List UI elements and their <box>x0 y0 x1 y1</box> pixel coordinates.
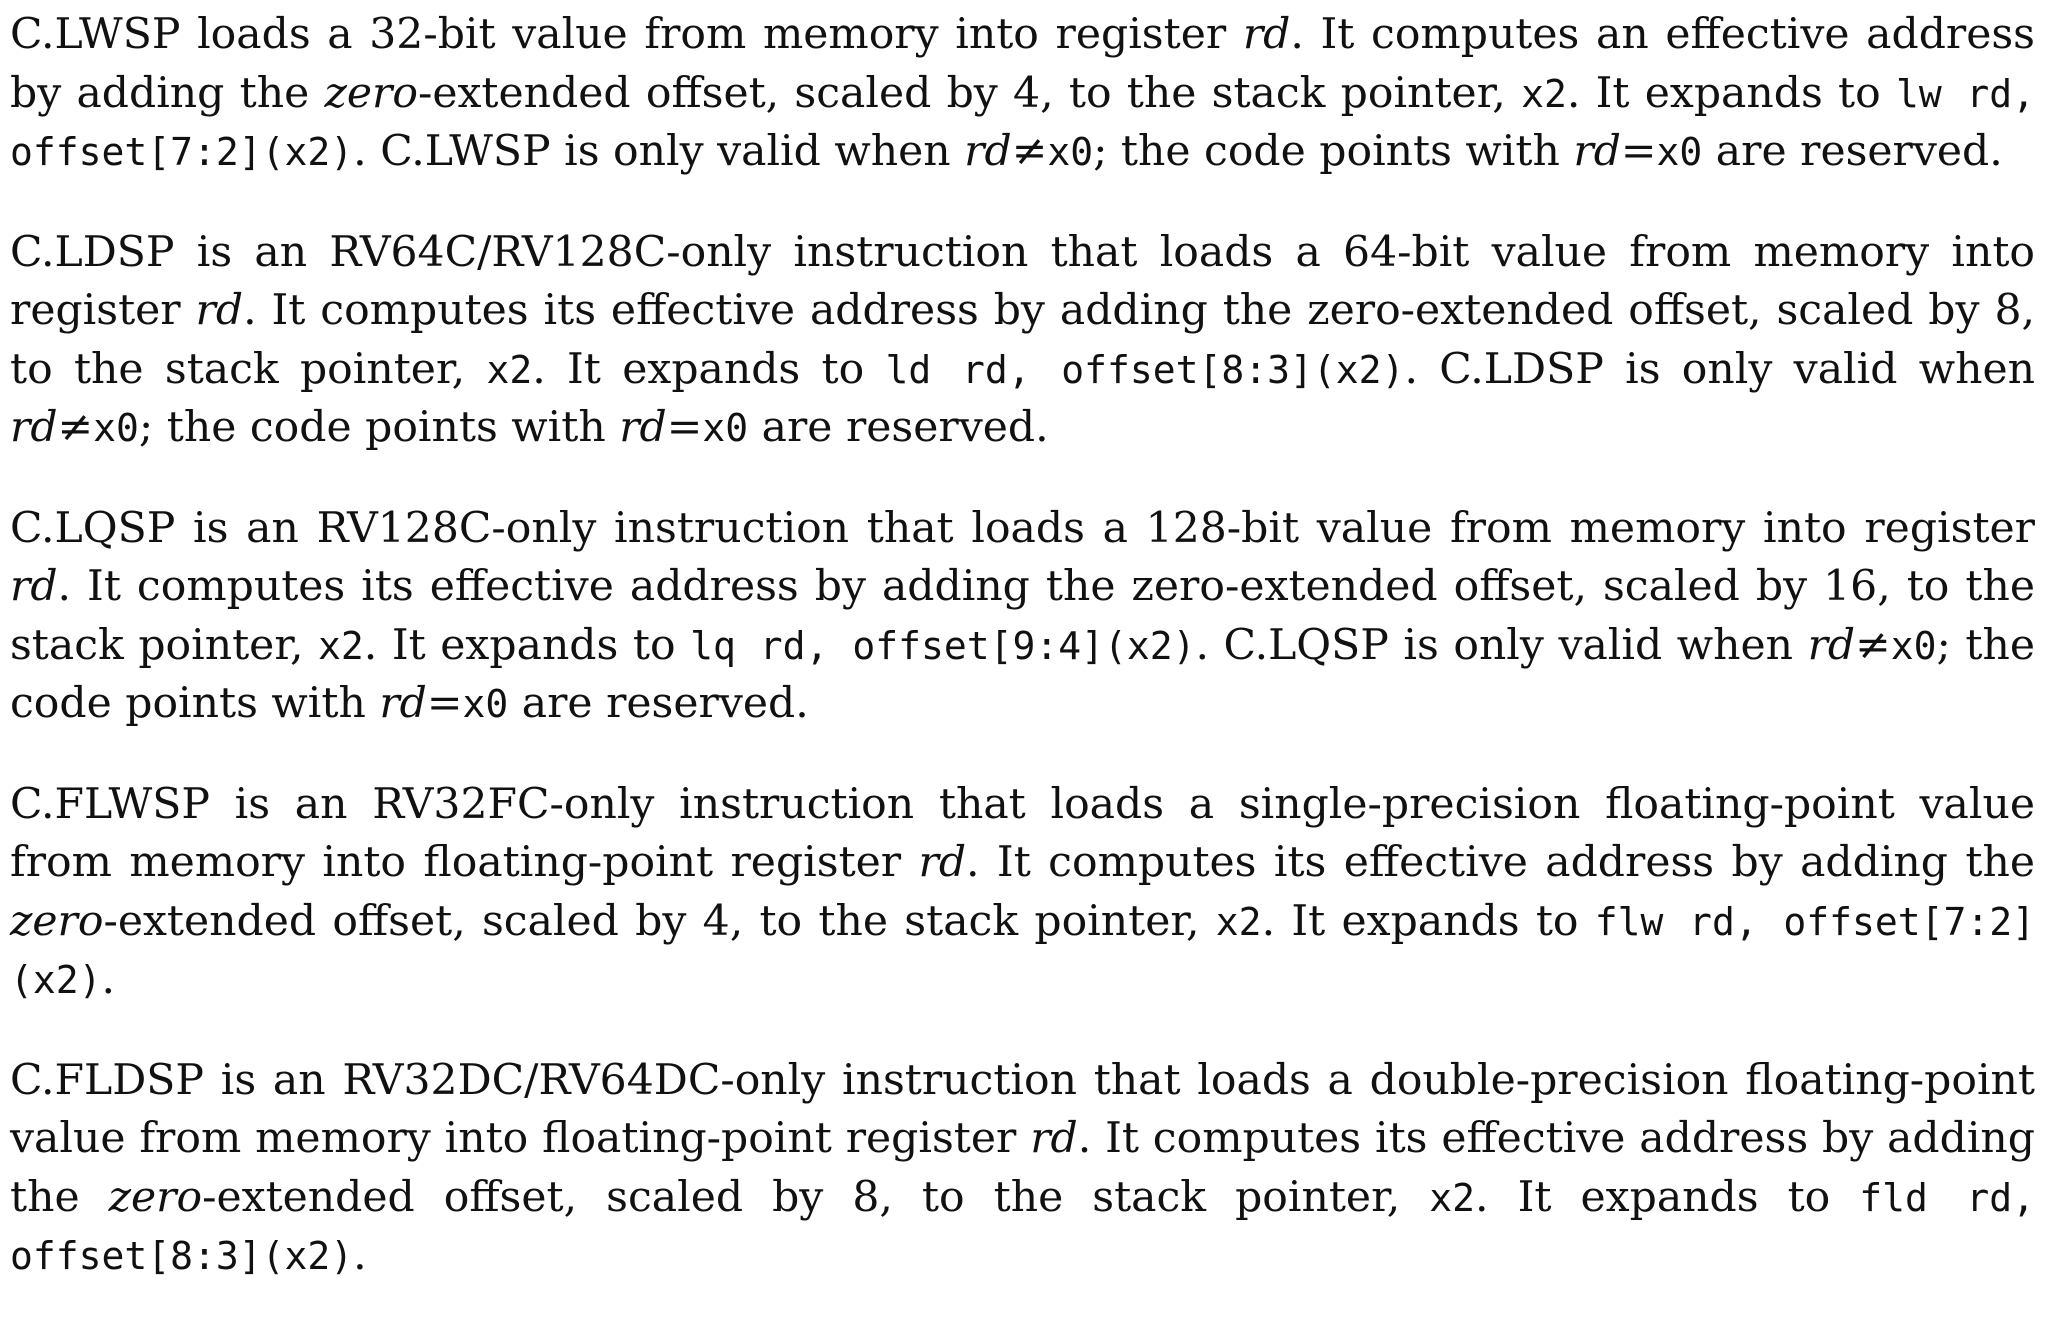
body-text: . It computes its effective address by adding the zero-extended offset, scaled by 8, to the stack pointer, <box>10 286 2035 394</box>
code-text: fld rd, offset[8:3](x2) <box>10 1175 2035 1278</box>
code-text: x2 <box>1521 71 1567 116</box>
code-text: x0 <box>1890 623 1937 668</box>
body-text: -extended offset, scaled by 8, to the stack pointer, <box>202 1172 1430 1222</box>
body-text: ; the code points with <box>1093 127 1574 176</box>
body-text: ≠ <box>57 403 94 452</box>
paragraph-c-flwsp <box>10 776 2035 1010</box>
body-text: . It expands to <box>363 620 691 670</box>
italic-text: rd <box>379 679 427 728</box>
body-text: ≠ <box>1011 127 1048 176</box>
body-text: . It expands to <box>1475 1172 1860 1222</box>
code-text: x0 <box>462 682 509 726</box>
italic-text: rd <box>1030 1114 1078 1163</box>
code-text: x0 <box>1047 130 1094 174</box>
body-text: . It computes its effective address by adding the <box>10 1114 2035 1222</box>
body-text: ; the code points with <box>10 620 2035 728</box>
body-text: = <box>666 403 703 452</box>
body-text: . <box>101 955 116 1004</box>
italic-text: zero <box>108 1172 203 1222</box>
paragraph-c-lwsp <box>10 6 2035 182</box>
code-text: x2 <box>1215 899 1262 944</box>
italic-text: zero <box>10 896 104 946</box>
body-text: . It computes an effective address by adding the <box>10 10 2035 118</box>
body-text: . It expands to <box>1261 896 1595 946</box>
italic-text: zero <box>324 68 418 118</box>
code-text: ld rd, offset[8:3](x2) <box>885 347 1405 392</box>
italic-text: rd <box>964 127 1012 176</box>
italic-text: rd <box>195 286 244 335</box>
code-text: x0 <box>1656 130 1703 174</box>
body-text: C.FLDSP is an RV32DC/RV64DC-only instruction that loads a double-precision floating-point value from memory into floating-point register <box>10 1055 2035 1163</box>
body-text: -extended offset, scaled by 4, to the stack pointer, <box>103 896 1216 946</box>
body-text: are reserved. <box>1702 127 2003 176</box>
body-text: C.LQSP is an RV128C-only instruction that loads a 128-bit value from memory into register <box>10 503 2035 553</box>
code-text: lw rd, offset[7:2](x2) <box>10 71 2035 174</box>
code-text: x2 <box>1429 1175 1476 1220</box>
body-text: . C.LQSP is only valid when <box>1195 620 1808 670</box>
body-text: = <box>426 679 463 728</box>
body-text: . It computes its effective address by adding the zero-extended offset, scaled by 16, to the stack pointer, <box>10 562 2035 670</box>
paragraph-c-fldsp <box>10 1052 2035 1286</box>
italic-text: rd <box>1573 127 1621 176</box>
body-text: are reserved. <box>508 679 809 728</box>
body-text: ≠ <box>1855 620 1891 670</box>
code-text: lq rd, offset[9:4](x2) <box>690 623 1196 668</box>
italic-text: rd <box>1242 10 1291 59</box>
body-text: are reserved. <box>748 403 1049 452</box>
body-text: . C.LWSP is only valid when <box>353 127 965 176</box>
body-text: . C.LDSP is only valid when <box>1404 344 2035 394</box>
italic-text: rd <box>10 403 58 452</box>
body-text: . It expands to <box>1566 68 1896 118</box>
body-text: . It computes its effective address by adding the <box>966 838 2035 887</box>
body-text: . <box>353 1231 367 1280</box>
italic-text: rd <box>918 838 967 887</box>
paragraph-c-ldsp <box>10 224 2035 458</box>
body-text: C.FLWSP is an RV32FC-only instruction that loads a single-precision floating-point value from memory into floating-point register <box>10 779 2035 887</box>
body-text: -extended offset, scaled by 4, to the stack pointer, <box>417 68 1522 118</box>
italic-text: rd <box>619 403 667 452</box>
code-text: x2 <box>486 347 533 392</box>
body-text: = <box>1620 127 1657 176</box>
body-text: . It expands to <box>532 344 886 394</box>
code-text: flw rd, offset[7:2](x2) <box>10 899 2035 1002</box>
italic-text: rd <box>1807 620 1856 670</box>
code-text: x2 <box>318 623 364 668</box>
body-text: ; the code points with <box>138 403 620 452</box>
body-text: C.LWSP loads a 32-bit value from memory into register <box>10 10 1243 59</box>
italic-text: rd <box>10 562 58 611</box>
document-body <box>10 6 2035 1328</box>
code-text: x0 <box>702 406 749 450</box>
body-text: C.LDSP is an RV64C/RV128C-only instruction that loads a 64-bit value from memory into register <box>10 227 2035 335</box>
paragraph-c-lqsp <box>10 500 2035 734</box>
code-text: x0 <box>93 406 139 450</box>
